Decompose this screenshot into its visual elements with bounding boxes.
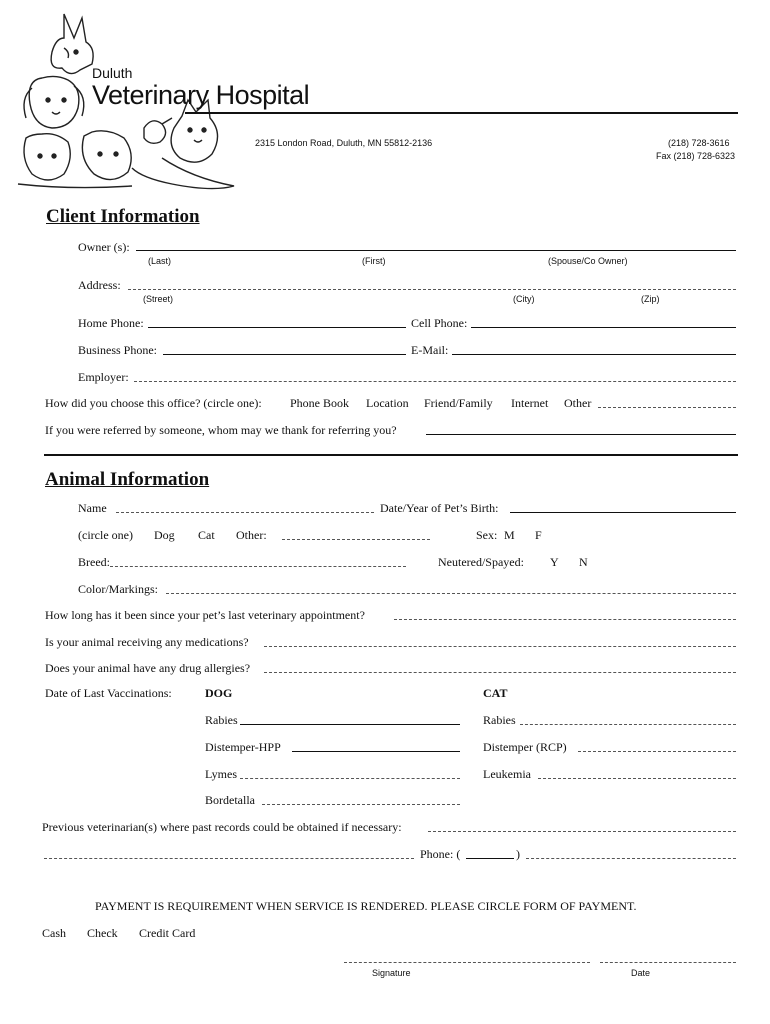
hospital-fax: Fax (218) 728-6323 xyxy=(656,151,736,161)
choose-option-location[interactable]: Location xyxy=(366,396,409,410)
owner-field[interactable] xyxy=(136,250,736,251)
medications-question: Is your animal receiving any medications? xyxy=(45,635,249,649)
pet-birth-label: Date/Year of Pet’s Birth: xyxy=(380,501,499,515)
allergies-field[interactable] xyxy=(264,672,736,673)
dog-rabies-field[interactable] xyxy=(240,724,460,725)
employer-field[interactable] xyxy=(134,381,736,382)
sex-f[interactable]: F xyxy=(535,528,542,542)
email-field[interactable] xyxy=(452,354,736,355)
cat-leukemia-field[interactable] xyxy=(538,778,736,779)
medications-field[interactable] xyxy=(264,646,736,647)
allergies-question: Does your animal have any drug allergies? xyxy=(45,661,251,675)
owner-last-caption: (Last) xyxy=(148,256,172,266)
dog-lymes-label: Lymes xyxy=(205,767,237,781)
owner-spouse-caption: (Spouse/Co Owner) xyxy=(548,256,628,266)
last-appointment-question: How long has it been since your pet’s last veterinary appointment? xyxy=(45,608,365,622)
business-phone-label: Business Phone: xyxy=(78,343,158,357)
pet-birth-field[interactable] xyxy=(510,512,736,513)
dog-lymes-field[interactable] xyxy=(240,778,460,779)
owner-first-caption: (First) xyxy=(362,256,386,266)
species-other-field[interactable] xyxy=(282,539,430,540)
business-phone-field[interactable] xyxy=(163,354,406,355)
dog-distemper-label: Distemper-HPP xyxy=(205,740,281,754)
choose-option-other[interactable]: Other xyxy=(564,396,592,410)
breed-label: Breed: xyxy=(78,555,110,569)
payment-notice: PAYMENT IS REQUIREMENT WHEN SERVICE IS RENDERED. PLEASE CIRCLE FORM OF PAYMENT. xyxy=(95,899,637,913)
cat-rabies-field[interactable] xyxy=(520,724,736,725)
neutered-label: Neutered/Spayed: xyxy=(438,555,524,569)
pet-name-field[interactable] xyxy=(116,512,374,513)
signature-field[interactable] xyxy=(344,962,590,963)
date-caption: Date xyxy=(631,968,651,978)
dog-bordetalla-label: Bordetalla xyxy=(205,793,255,807)
cat-vaccinations-heading: CAT xyxy=(483,686,508,700)
cell-phone-field[interactable] xyxy=(471,327,736,328)
previous-vet-field[interactable] xyxy=(428,831,736,832)
home-phone-label: Home Phone: xyxy=(78,316,144,330)
choose-other-field[interactable] xyxy=(598,407,736,408)
client-section-title: Client Information xyxy=(46,206,200,227)
payment-option-check[interactable]: Check xyxy=(87,926,118,940)
address-label: Address: xyxy=(78,278,121,292)
address-field[interactable] xyxy=(128,289,736,290)
previous-vet-phone-close: ) xyxy=(516,847,520,861)
choose-option-internet[interactable]: Internet xyxy=(511,396,549,410)
employer-label: Employer: xyxy=(78,370,129,384)
last-appointment-field[interactable] xyxy=(394,619,736,620)
previous-vet-field-2[interactable] xyxy=(44,858,414,859)
header-rule xyxy=(185,112,738,114)
animal-section-title: Animal Information xyxy=(45,469,210,490)
cat-leukemia-label: Leukemia xyxy=(483,767,531,781)
signature-caption: Signature xyxy=(372,968,411,978)
vaccinations-label: Date of Last Vaccinations: xyxy=(45,686,172,700)
cell-phone-label: Cell Phone: xyxy=(411,316,468,330)
address-city-caption: (City) xyxy=(513,294,535,304)
sex-m[interactable]: M xyxy=(504,528,515,542)
previous-vet-area-code[interactable] xyxy=(466,858,514,859)
choose-office-question: How did you choose this office? (circle one): xyxy=(45,396,262,410)
dog-distemper-field[interactable] xyxy=(292,751,460,752)
dog-vaccinations-heading: DOG xyxy=(205,686,233,700)
address-zip-caption: (Zip) xyxy=(641,294,660,304)
hospital-phone: (218) 728-3616 xyxy=(668,138,730,148)
dog-bordetalla-field[interactable] xyxy=(262,804,460,805)
email-label: E-Mail: xyxy=(411,343,449,357)
breed-field[interactable] xyxy=(110,566,406,567)
previous-vet-phone-field[interactable] xyxy=(526,858,736,859)
owner-label: Owner (s): xyxy=(78,240,130,254)
home-phone-field[interactable] xyxy=(148,327,406,328)
address-street-caption: (Street) xyxy=(143,294,174,304)
color-markings-label: Color/Markings: xyxy=(78,582,158,596)
hospital-address: 2315 London Road, Duluth, MN 55812-2136 xyxy=(255,138,433,148)
section-divider xyxy=(44,454,738,456)
payment-option-cash[interactable]: Cash xyxy=(42,926,66,940)
referred-field[interactable] xyxy=(426,434,736,435)
dog-rabies-label: Rabies xyxy=(205,713,238,727)
choose-option-phone-book[interactable]: Phone Book xyxy=(290,396,350,410)
species-circle-label: (circle one) xyxy=(78,528,133,542)
date-field[interactable] xyxy=(600,962,736,963)
brand-large: Veterinary Hospital xyxy=(92,80,310,110)
species-cat[interactable]: Cat xyxy=(198,528,215,542)
referred-question: If you were referred by someone, whom may we thank for referring you? xyxy=(45,423,397,437)
species-other-label: Other: xyxy=(236,528,267,542)
color-markings-field[interactable] xyxy=(166,593,736,594)
sex-label: Sex: xyxy=(476,528,498,542)
previous-vet-phone-label: Phone: ( xyxy=(420,847,461,861)
choose-option-friend-family[interactable]: Friend/Family xyxy=(424,396,493,410)
brand-small: Duluth xyxy=(92,65,133,81)
payment-option-credit-card[interactable]: Credit Card xyxy=(139,926,196,940)
species-dog[interactable]: Dog xyxy=(154,528,175,542)
neutered-yes[interactable]: Y xyxy=(550,555,559,569)
cat-distemper-label: Distemper (RCP) xyxy=(483,740,567,754)
cat-distemper-field[interactable] xyxy=(578,751,736,752)
previous-vet-question: Previous veterinarian(s) where past records could be obtained if necessary: xyxy=(42,820,402,834)
neutered-no[interactable]: N xyxy=(579,555,588,569)
cat-rabies-label: Rabies xyxy=(483,713,516,727)
pet-name-label: Name xyxy=(78,501,107,515)
